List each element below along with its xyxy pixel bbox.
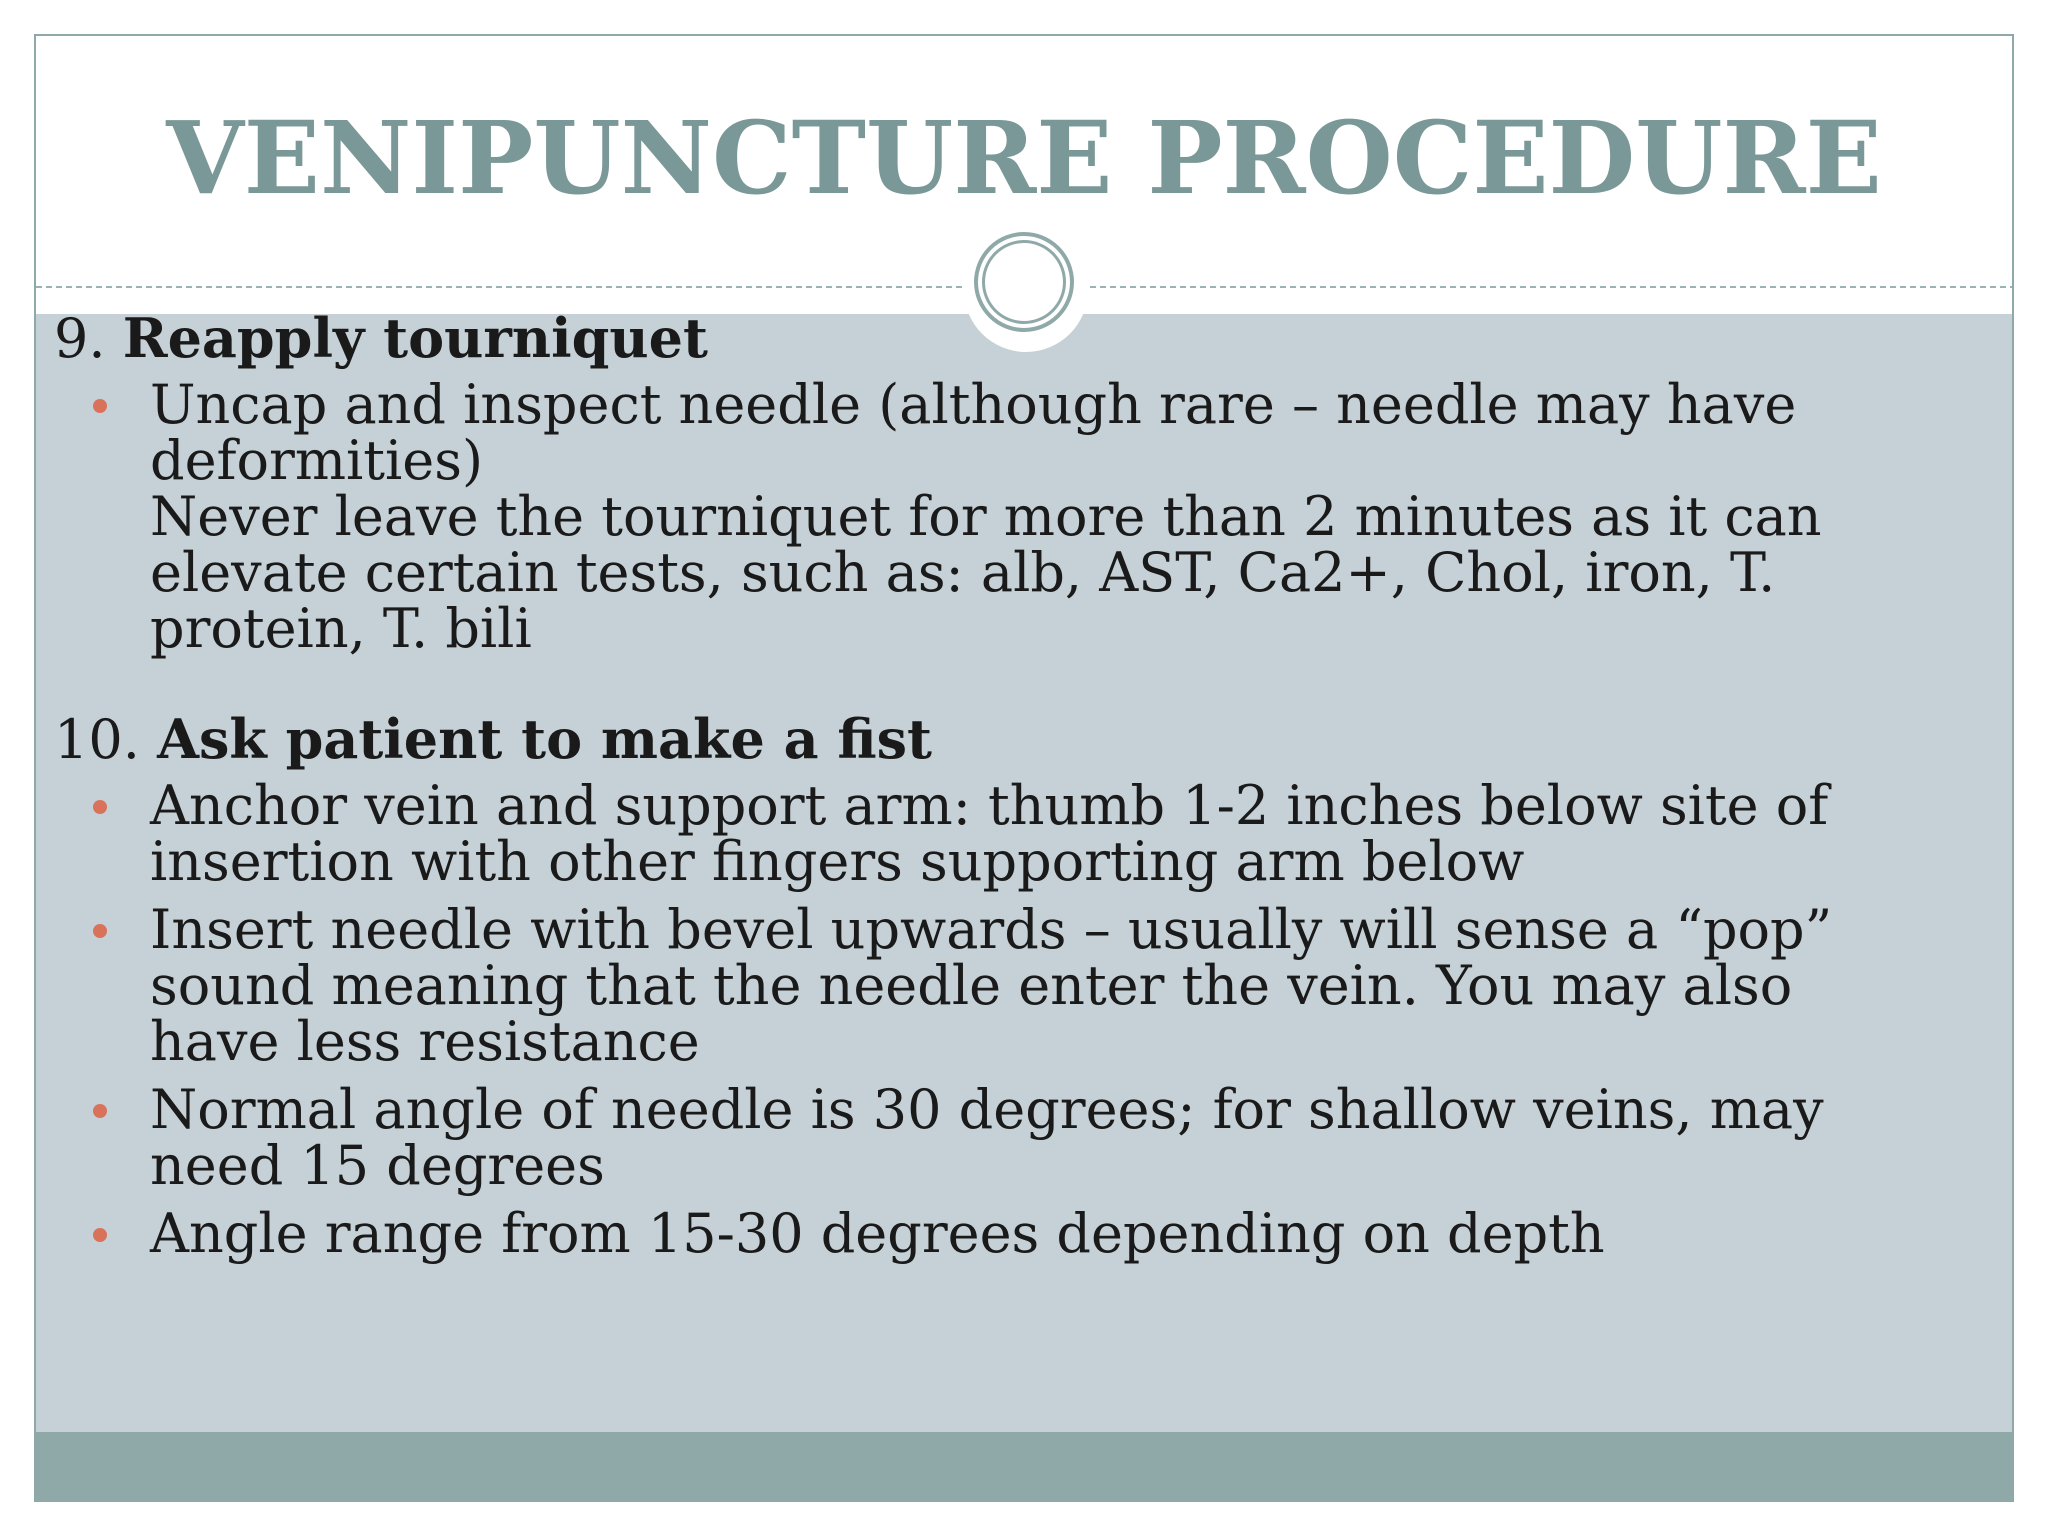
bullet-item xyxy=(54,1078,1934,1197)
title-divider-right xyxy=(1090,286,2014,288)
step-number: 10. xyxy=(54,708,140,771)
slide-body xyxy=(54,306,1934,1274)
bullet-item xyxy=(54,774,1934,893)
bullet-text: Normal angle of needle is 30 degrees; for shallow veins, may need 15 degrees xyxy=(150,1078,1824,1197)
bullet-text: Uncap and inspect needle (although rare – needle may have deformities) xyxy=(150,373,1797,492)
bullet-text: Anchor vein and support arm: thumb 1-2 inches below site of insertion with other fingers supporting arm below xyxy=(150,774,1829,893)
step-heading xyxy=(54,306,1934,370)
bullet-text: Insert needle with bevel upwards – usually will sense a “pop” sound meaning that the needle enter the vein. You may also have less resistance xyxy=(150,898,1833,1073)
bullet-dot-icon xyxy=(93,800,107,814)
bullet-item xyxy=(54,373,1934,660)
bullet-dot-icon xyxy=(93,1228,107,1242)
bullet-text: Angle range from 15-30 degrees depending on depth xyxy=(150,1202,1605,1265)
step-number: 9. xyxy=(54,307,106,370)
bullet-list xyxy=(54,774,1934,1265)
bullet-dot-icon xyxy=(93,1104,107,1118)
bullet-text: Never leave the tourniquet for more than 2 minutes as it can elevate certain tests, such as: alb, AST, Ca2+, Chol, iron, T. protein, T. bili xyxy=(150,485,1822,660)
section-spacer xyxy=(54,669,1934,711)
title-divider-left xyxy=(36,286,962,288)
step-heading xyxy=(54,707,1934,771)
step-title: Reapply tourniquet xyxy=(122,306,708,370)
footer-band xyxy=(36,1432,2012,1502)
bullet-dot-icon xyxy=(93,924,107,938)
bullet-list xyxy=(54,373,1934,660)
bullet-dot-icon xyxy=(93,399,107,413)
bullet-item xyxy=(54,1202,1934,1265)
bullet-item xyxy=(54,898,1934,1073)
slide-title: VENIPUNCTURE PROCEDURE xyxy=(166,99,1882,217)
step-title: Ask patient to make a fist xyxy=(157,707,932,771)
